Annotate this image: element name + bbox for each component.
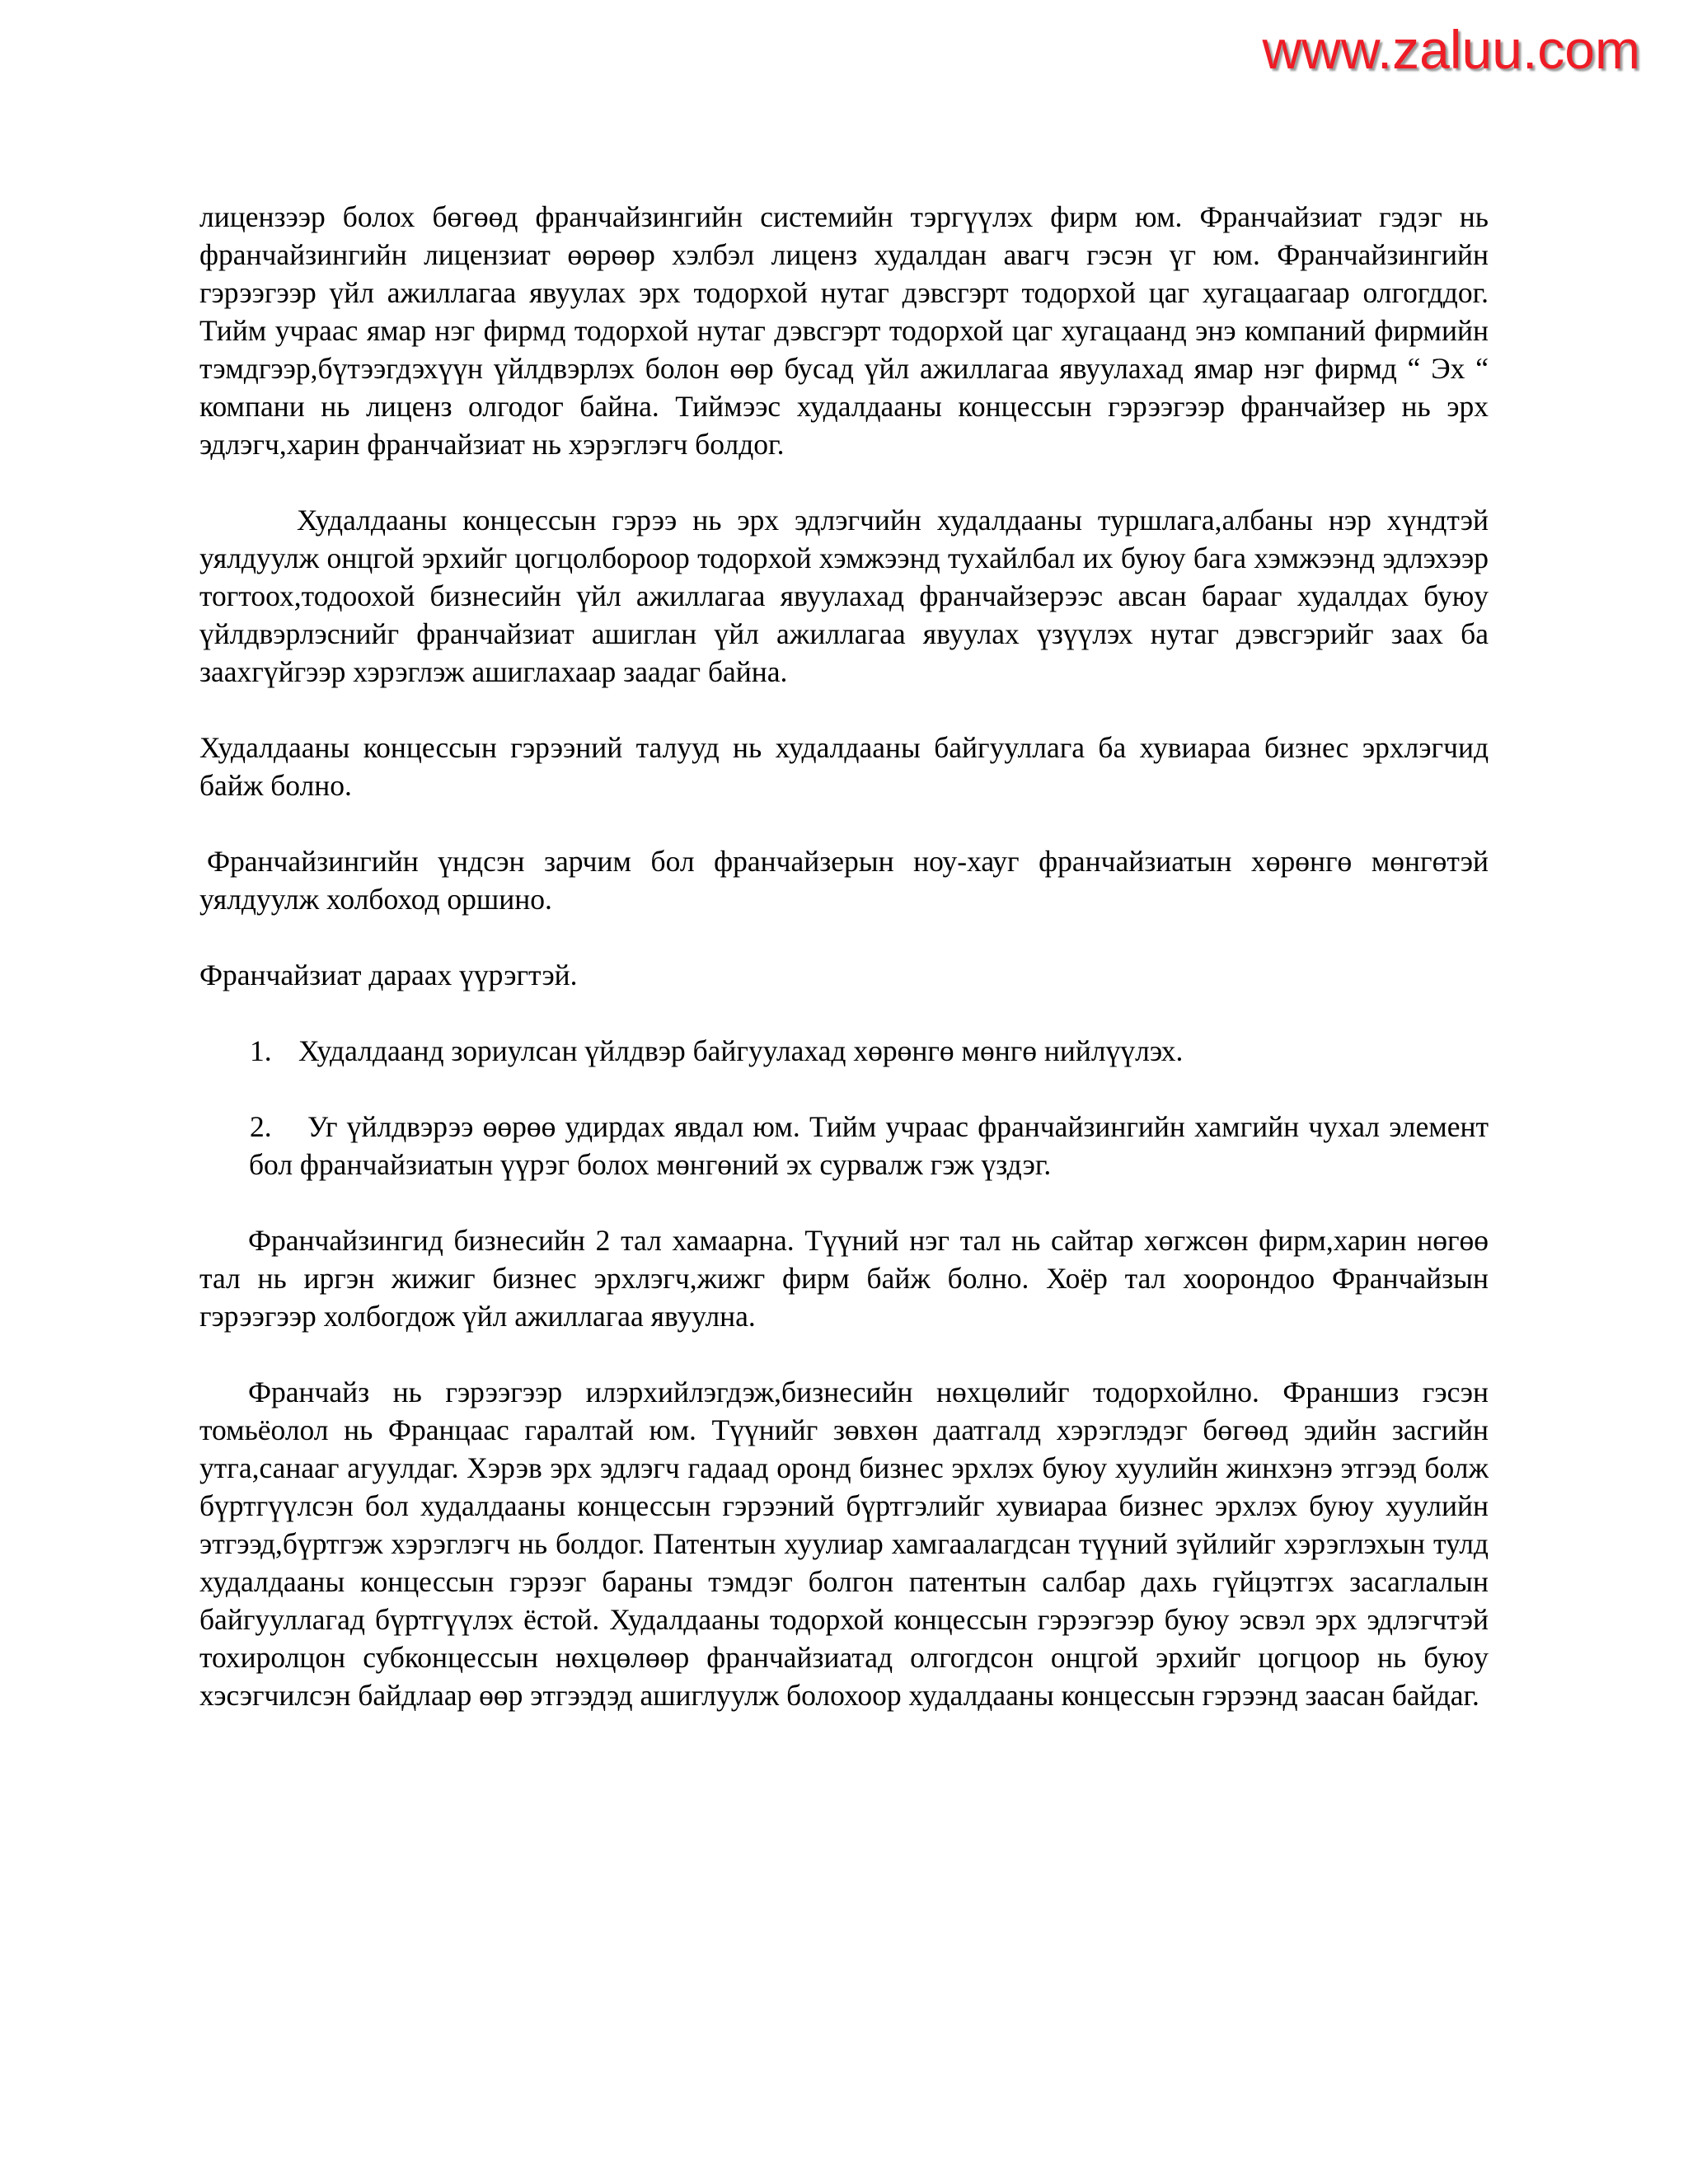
paragraph-franchise-definition: лицензээр болох бөгөөд франчайзингийн системийн тэргүүлэх фирм юм. Франчайзиат гэдэг нь франчайзингийн лицензиат өөрөөр хэлбэл лиценз худалдан авагч гэсэн үг юм. Франчайзингийн гэрээгээр үйл ажиллагаа явуулах эрх тодорхой нутаг дэвсгэрт тодорхой цаг хугацаагаар олгогддог. Тийм учраас ямар нэг фирмд тодорхой нутаг дэвсгэрт тодорхой цаг хугацаанд энэ компаний фирмийн тэмдгээр,бүтээгдэхүүн үйлдвэрлэх болон өөр бусад үйл ажиллагаа явуулахад ямар нэг фирмд “ Эх “ компани нь лиценз олгодог байна. Тиймээс худалдааны концессын гэрээгээр франчайзер нь эрх эдлэгч,харин франчайзиат нь хэрэглэгч болдог.	[199, 200, 1489, 461]
site-watermark: www.zaluu.com	[1262, 19, 1640, 80]
list-item-text: Худалдаанд зориулсан үйлдвэр байгуулахад хөрөнгө мөнгө нийлүүлэх.	[298, 1034, 1184, 1067]
document-body	[199, 198, 1489, 1752]
paragraph-contract-parties: Худалдааны концессын гэрээний талууд нь худалдааны байгууллага ба хувиараа бизнес эрхлэгчид байж болно.	[199, 731, 1489, 802]
paragraph-duties-intro: Франчайзиат дараах үүрэгтэй.	[199, 958, 578, 991]
paragraph-franchise-registration: Франчайз нь гэрээгээр илэрхийлэгдэж,бизнесийн нөхцөлийг тодорхойлно. Франшиз гэсэн томьёолол нь Францаас гаралтай юм. Түүнийг зөвхөн даатгалд хэрэглэдэг бөгөөд эдийн засгийн утга,санааг агуулдаг. Хэрэв эрх эдлэгч гадаад оронд бизнес эрхлэх буюу хуулийн жинхэнэ этгээд болж бүртгүүлсэн бол худалдааны концессын гэрээний бүртгэлийг хувиараа бизнес эрхлэх буюу хуулийн этгээд,бүртгэж хэрэглэгч нь болдог. Патентын хуулиар хамгаалагдсан түүний зүйлийг хэрэглэхын тулд худалдааны концессын гэрээг бараны тэмдэг болгон патентын салбар дахь гүйцэтгэх засаглалын байгууллагад бүртгүүлэх ёстой. Худалдааны тодорхой концессын гэрээгээр буюу эсвэл эрх эдлэгчтэй тохиролцон субконцессын нөхцөлөөр франчайзиатад олгогдсон онцгой эрхийг цогцоор нь буюу хэсэгчилсэн байдлаар өөр этгээдэд ашиглуулж болохоор худалдааны концессын гэрээнд заасан байдаг.	[199, 1376, 1489, 1712]
paragraph-concession-contract: Худалдааны концессын гэрээ нь эрх эдлэгчийн худалдааны туршлага,албаны нэр хүндтэй уялдуулж онцгой эрхийг цогцолбороор тодорхой хэмжээнд тухайлбал их буюу бага хэмжээнд эдлэхээр тогтоох,тодоохой бизнесийн үйл ажиллагаа явуулахад франчайзерээс авсан барааг худалдах буюу үйлдвэрлэснийг франчайзиат ашиглан үйл ажиллагаа явуулах үзүүлэх нутаг дэвсгэрийг заах ба заахгүйгээр хэрэглэж ашиглахаар заадаг байна.	[199, 504, 1489, 688]
list-item	[199, 1108, 1489, 1183]
list-item	[199, 1032, 1489, 1070]
paragraph-basic-principle: Франчайзингийн үндсэн зарчим бол франчайзерын ноу-хауг франчайзиатын хөрөнгө мөнгөтэй уялдуулж холбоход оршино.	[199, 845, 1489, 916]
list-item-number: 1.	[250, 1034, 272, 1067]
list-item-number: 2.	[250, 1110, 272, 1143]
duties-list	[199, 1032, 1489, 1183]
list-item-text: Уг үйлдвэрээ өөрөө удирдах явдал юм. Тийм учраас франчайзингийн хамгийн чухал элемент бол франчайзиатын үүрэг болох мөнгөний эх сурвалж гэж үздэг.	[249, 1110, 1489, 1181]
paragraph-two-sides: Франчайзингид бизнесийн 2 тал хамаарна. Түүний нэг тал нь сайтар хөгжсөн фирм,харин нөгөө тал нь иргэн жижиг бизнес эрхлэгч,жижг фирм байж болно. Хоёр тал хоорондоо Франчайзын гэрээгээр холбогдож үйл ажиллагаа явуулна.	[199, 1224, 1489, 1333]
